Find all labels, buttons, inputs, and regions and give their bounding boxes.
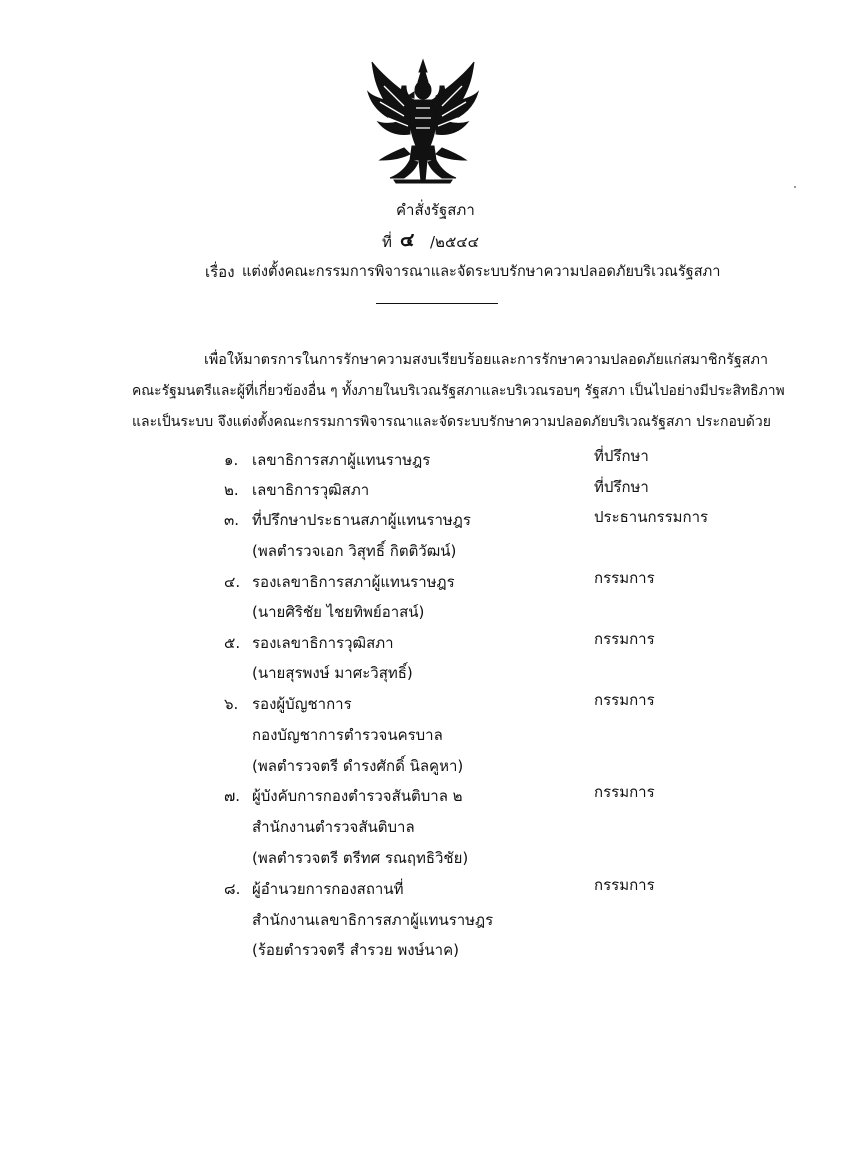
member-1-number: ๑. — [224, 451, 239, 469]
member-4-number: ๔. — [224, 573, 241, 591]
member-2-title: เลขาธิการวุฒิสภา — [252, 481, 370, 499]
member-6-detail-2: (พลตำรวจตรี ดำรงศักดิ์ นิลคูหา) — [252, 757, 464, 775]
member-2-role: ที่ปรึกษา — [594, 478, 649, 496]
subject-label: เรื่อง — [205, 263, 235, 281]
member-7-detail-1: สำนักงานตำรวจสันติบาล — [252, 818, 415, 836]
member-5-detail-1: (นายสุรพงษ์ มาศะวิสุทธิ์) — [252, 664, 413, 682]
document-type: คำสั่งรัฐสภา — [396, 201, 475, 219]
member-7-detail-2: (พลตำรวจตรี ตรีทศ รณฤทธิวิชัย) — [252, 849, 469, 867]
member-5-number: ๕. — [224, 634, 241, 652]
member-5-role: กรรมการ — [594, 630, 655, 648]
scan-speck — [794, 186, 796, 188]
member-8-number: ๘. — [224, 880, 241, 898]
member-3-role: ประธานกรรมการ — [594, 508, 709, 526]
member-1-role: ที่ปรึกษา — [594, 447, 649, 465]
member-7-title: ผู้บังคับการกองตำรวจสันติบาล ๒ — [252, 787, 463, 805]
paragraph-line-2: คณะรัฐมนตรีและผู้ที่เกี่ยวข้องอื่น ๆ ทั้งภายในบริเวณรัฐสภาและบริเวณรอบๆ รัฐสภา เป็นไปอย่างมีประสิทธิภาพ — [132, 383, 785, 399]
order-number-label: ที่ — [382, 233, 392, 251]
member-3-detail-1: (พลตำรวจเอก วิสุทธิ์ กิตติวัฒน์) — [252, 542, 457, 560]
member-7-number: ๗. — [224, 787, 241, 805]
member-4-title: รองเลขาธิการสภาผู้แทนราษฎร — [252, 573, 455, 591]
member-6-title: รองผู้บัญชาการ — [252, 695, 352, 713]
member-3-title: ที่ปรึกษาประธานสภาผู้แทนราษฎร — [252, 511, 471, 529]
member-1-title: เลขาธิการสภาผู้แทนราษฎร — [252, 451, 431, 469]
member-8-title: ผู้อำนวยการกองสถานที่ — [252, 880, 404, 898]
paragraph-line-1: เพื่อให้มาตรการในการรักษาความสงบเรียบร้อยและการรักษาความปลอดภัยแก่สมาชิกรัฐสภา — [204, 352, 768, 368]
member-8-detail-2: (ร้อยตำรวจตรี สำรวย พงษ์นาค) — [252, 941, 459, 959]
member-6-detail-1: กองบัญชาการตำรวจนครบาล — [252, 726, 443, 744]
order-number-value: ๔ — [400, 229, 415, 251]
garuda-emblem-icon — [364, 56, 482, 184]
member-5-title: รองเลขาธิการวุฒิสภา — [252, 634, 394, 652]
member-4-role: กรรมการ — [594, 569, 655, 587]
member-7-role: กรรมการ — [594, 783, 655, 801]
order-number-year: /๒๕๔๔ — [430, 233, 479, 251]
title-divider — [376, 303, 498, 304]
member-8-detail-1: สำนักงานเลขาธิการสภาผู้แทนราษฎร — [252, 911, 494, 929]
member-3-number: ๓. — [224, 511, 240, 529]
member-6-number: ๖. — [224, 695, 239, 713]
member-2-number: ๒. — [224, 481, 239, 499]
member-4-detail-1: (นายศิริชัย ไชยทิพย์อาสน์) — [252, 603, 425, 621]
member-6-role: กรรมการ — [594, 691, 655, 709]
member-8-role: กรรมการ — [594, 876, 655, 894]
paragraph-line-3: และเป็นระบบ จึงแต่งตั้งคณะกรรมการพิจารณาและจัดระบบรักษาความปลอดภัยบริเวณรัฐสภา ประกอบด้วย — [132, 414, 771, 430]
subject-text: แต่งตั้งคณะกรรมการพิจารณาและจัดระบบรักษาความปลอดภัยบริเวณรัฐสภา — [242, 263, 721, 280]
